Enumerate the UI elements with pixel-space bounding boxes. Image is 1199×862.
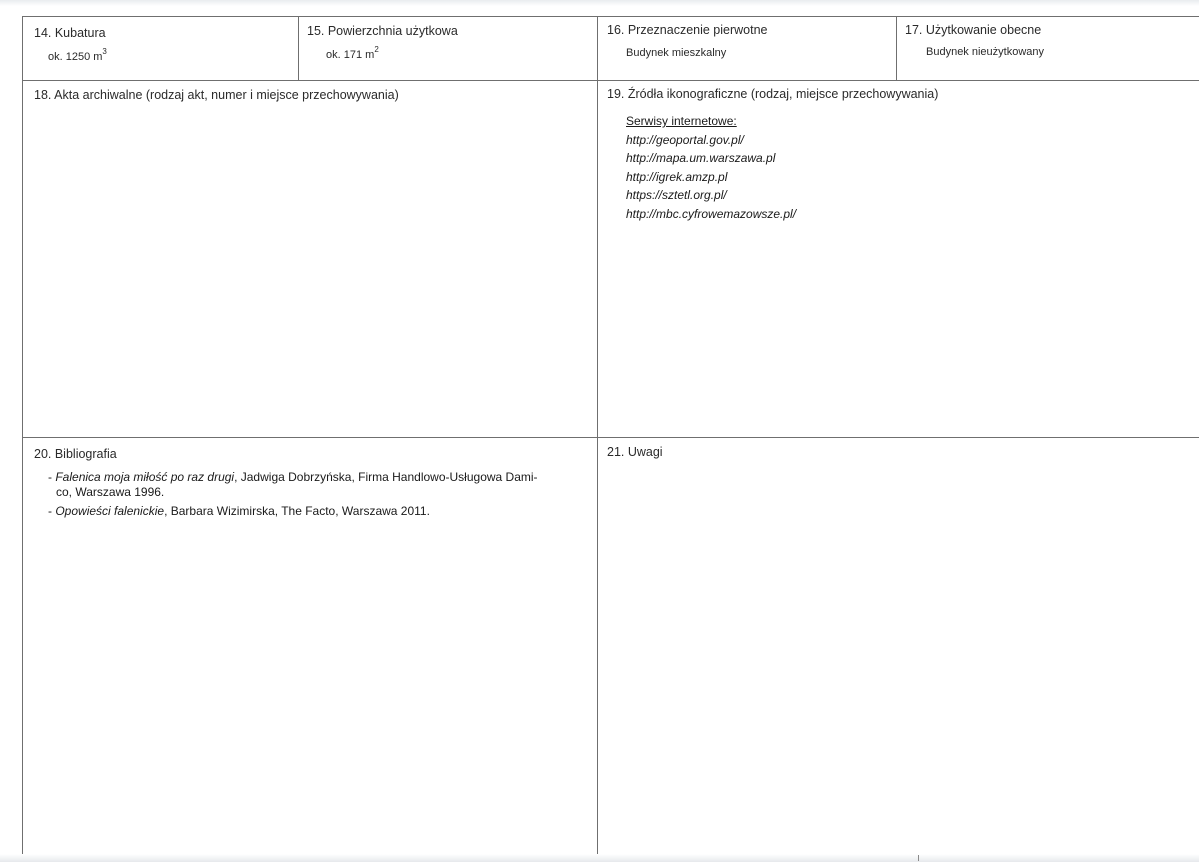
scan-edge-bottom <box>0 854 1199 862</box>
row-divider-1 <box>22 80 1199 81</box>
column-divider-row1-a <box>298 16 299 80</box>
source-url: http://mbc.cyfrowemazowsze.pl/ <box>626 206 797 221</box>
internet-services-heading: Serwisy internetowe: <box>626 114 737 128</box>
source-url: https://sztetl.org.pl/ <box>626 188 727 203</box>
bibliography-entry-continuation: co, Warszawa 1996. <box>56 485 165 499</box>
cell-20-title: 20. Bibliografia <box>34 447 117 461</box>
book-details: , Jadwiga Dobrzyńska, Firma Handlowo-Usługowa Dami- <box>234 470 538 484</box>
book-title: Falenica moja miłość po raz drugi <box>55 470 235 484</box>
entry-dash: - <box>48 470 56 484</box>
source-url: http://geoportal.gov.pl/ <box>626 132 744 147</box>
cell-14-value-exponent: 3 <box>102 47 107 57</box>
cell-18-title: 18. Akta archiwalne (rodzaj akt, numer i miejsce przechowywania) <box>34 88 399 102</box>
table-border-left <box>22 16 23 854</box>
cell-17-value: Budynek nieużytkowany <box>926 46 1045 58</box>
cell-19-title: 19. Źródła ikonograficzne (rodzaj, miejsce przechowywania) <box>607 87 939 101</box>
cell-14-title: 14. Kubatura <box>34 26 106 40</box>
column-divider-center <box>597 16 598 854</box>
cell-15-value-text: ok. 171 m <box>326 49 375 61</box>
bibliography-entry <box>48 504 578 519</box>
row-divider-2 <box>22 437 1199 438</box>
cell-16-title: 16. Przeznaczenie pierwotne <box>607 23 768 37</box>
bibliography-list <box>48 470 578 523</box>
cell-15-title: 15. Powierzchnia użytkowa <box>307 24 458 38</box>
cell-15-value <box>326 45 379 62</box>
source-url: http://igrek.amzp.pl <box>626 169 728 184</box>
column-divider-row1-c <box>896 16 897 80</box>
book-title: Opowieści falenickie <box>55 504 165 518</box>
source-url: http://mapa.um.warszawa.pl <box>626 151 776 166</box>
scan-edge-top <box>0 0 1199 6</box>
scan-mark <box>918 855 919 861</box>
cell-16-value: Budynek mieszkalny <box>626 47 727 59</box>
cell-21-title: 21. Uwagi <box>607 445 663 459</box>
iconographic-sources-list <box>626 112 796 224</box>
entry-dash: - <box>48 504 56 518</box>
bibliography-entry-line <box>48 504 578 519</box>
book-details: , Barbara Wizimirska, The Facto, Warszawa 2011. <box>164 504 430 518</box>
cell-14-value <box>48 47 107 64</box>
cell-15-value-exponent: 2 <box>374 45 379 55</box>
cell-17-title: 17. Użytkowanie obecne <box>905 23 1042 37</box>
bibliography-entry-line <box>48 470 578 485</box>
bibliography-entry <box>48 470 578 500</box>
cell-14-value-text: ok. 1250 m <box>48 51 103 63</box>
table-border-top <box>22 16 1199 17</box>
